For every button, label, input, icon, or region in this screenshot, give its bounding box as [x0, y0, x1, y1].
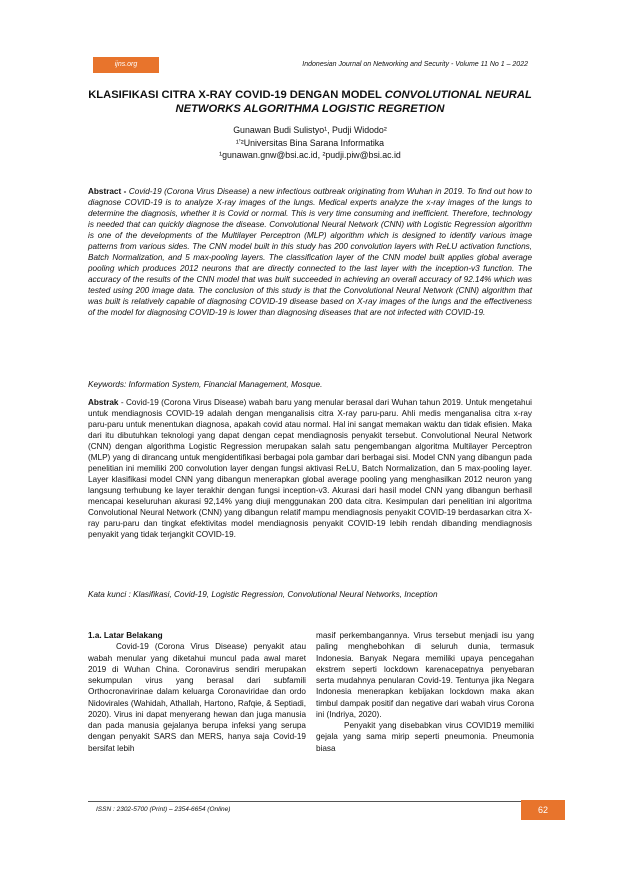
body-paragraph: masif perkembangannya. Virus tersebut menjadi isu yang paling menghebohkan di seluruh dunia, termasuk Indonesia. Banyak Negara memiliki upaya pencegahan ekstrem seperti lockdown karenacepatnya penyebaran serta mudahnya penularan Covid-19. Tentunya jika Negara Indonesia menerapkan kebijakan lockdown maka akan timbul dampak positif dan negative dari wabah virus Corona ini (Indriya, 2020). [316, 631, 534, 719]
journal-running-header: Indonesian Journal on Networking and Security - Volume 11 No 1 – 2022 [302, 61, 528, 68]
body-paragraph: Covid-19 (Corona Virus Disease) penyakit atau wabah menular yang diketahui muncul pada awal maret 2019 di Wuhan China. Coronavirus sendiri merupakan sekumpulan virus yang berasal dari subfamili Orthocronavirinae dalam keluarga Coronaviridae dan ordo Nidovirales (Wahidah, Athallah, Hartono, Rafqie, & Septiadi, 2020). Virus ini dapat menyerang hewan dan juga manusia dan pada manusia gejalanya berupa infeksi yang serupa dengan penyakit SARS dan MERS, hanya saja Covid-19 bersifat lebih [88, 642, 306, 753]
abstrak-indonesian [88, 397, 532, 540]
author-emails: ¹gunawan.gnw@bsi.ac.id, ²pudji.piw@bsi.ac.id [219, 150, 401, 160]
paper-title-italic: CONVOLUTIONAL NEURAL NETWORKS ALGORITHMA LOGISTIC REGRETION [175, 89, 532, 115]
author-block [60, 124, 560, 162]
footer-issn: ISSN : 2302-5700 (Print) – 2354-6654 (Online) [96, 806, 231, 813]
abstract-label: Abstract - [88, 187, 129, 196]
abstrak-label: Abstrak [88, 398, 119, 407]
paper-title [60, 88, 560, 116]
abstract-text: Covid-19 (Corona Virus Disease) a new infectious outbreak originating from Wuhan in 2019. To find out how to diagnose COVID-19 is to analyze X-ray images of the lungs. Medical experts analyze the x-ray images of the lungs to determine the diagnosis, whether it is Covid or normal. This is very time consuming and inefficient. Therefore, technology is needed that can quickly diagnose the disease. Convolutional Neural Network (CNN) with Logistic Regression algorithm is one of the developments of the Multilayer Perceptron (MLP) algorithm which is designed to identify various image patterns from various sides. The CNN model built in this study has 200 convolution layers with ReLU activation functions, Batch Normalization, and 5 max-pooling layers. The classification layer of the CNN model built applies global average pooling which produces 2012 neurons that are directly connected to the last layer with the inception-v3 function. The accuracy of the results of the CNN model that was built succeeded in achieving an overall accuracy of 92.14% which was tested using 200 image data. The conclusion of this study is that the Convolutional Neural Network (CNN) algorithm that was built is relatively capable of diagnosing COVID-19 disease based on X-ray images of the lungs and the effectiveness of the model for diagnosing COVID-19 is lower than diagnosing diseases that are not infected with COVID-19. [88, 187, 532, 317]
paper-title-main: KLASIFIKASI CITRA X-RAY COVID-19 DENGAN MODEL [88, 89, 385, 101]
author-names: Gunawan Budi Sulistyo¹, Pudji Widodo² [233, 125, 387, 135]
body-paragraph: Penyakit yang disebabkan virus COVID19 memiliki gejala yang sama mirip seperti pneumonia. Pneumonia biasa [316, 721, 534, 753]
footer-divider [88, 801, 532, 802]
keywords-english: Keywords: Information System, Financial Management, Mosque. [88, 380, 323, 389]
abstract-english [88, 186, 532, 318]
section-heading: 1.a. Latar Belakang [88, 631, 163, 640]
page-number: 62 [521, 800, 565, 820]
body-column-right [316, 630, 534, 754]
abstrak-text: - Covid-19 (Corona Virus Disease) wabah baru yang menular berasal dari Wuhan tahun 2019. Untuk mengetahui untuk mendiagnosis COVID-19 adalah dengan menganalisis citra X-ray paru-paru. Ahli medis menganalisa citra x-ray paru-paru untuk menentukan diagnosa, apakah covid atau normal. Hal ini sangat memakan waktu dan tidak efisien. Maka dari itu dibutuhkan teknologi yang dapat dengan cepat mendiagnosis penyakit tersebut. Convolutional Neural Network (CNN) dengan algorithma Logistic Regression merupakan salah satu pengembangan algoritma Multilayer Perceptron (MLP) yang di dirancang untuk mengidentifikasi berbagai pola gambar dari berbagai sisi. Model CNN yang dibangun pada penelitian ini memiliki 200 convolution layer dengan fungsi aktivasi ReLU, Batch Normalization, dan 5 max-pooling layer. Layer klasifikasi model CNN yang dibangun menerapkan global average pooling yang menghasilkan 2012 neuron yang langsung terhubung ke layer terakhir dengan fungsi inception-v3. Akurasi dari hasil model CNN yang dibangun berhasil mencapai keseluruhan akurasi 92,14% yang diuji menggunakan 200 data citra. Kesimpulan dari penelitian ini algoritma Convolutional Neural Network (CNN) yang dibangun relatif mampu mendiagnosis penyakit COVID-19 berdasarkan citra X-ray paru-paru dan tingkat efektivitas model mendiagnosis penyakit COVID-19 lebih rendah dibanding mendiagnosis penyakit yang tidak terjangkit COVID-19. [88, 398, 532, 539]
keywords-indonesian: Kata kunci : Klasifikasi, Covid-19, Logistic Regression, Convolutional Neural Networks, Inception [88, 590, 438, 599]
author-affiliation: ¹ʼ²Universitas Bina Sarana Informatika [235, 137, 385, 148]
journal-site-tag: ijns.org [93, 57, 159, 73]
body-column-left [88, 630, 306, 754]
